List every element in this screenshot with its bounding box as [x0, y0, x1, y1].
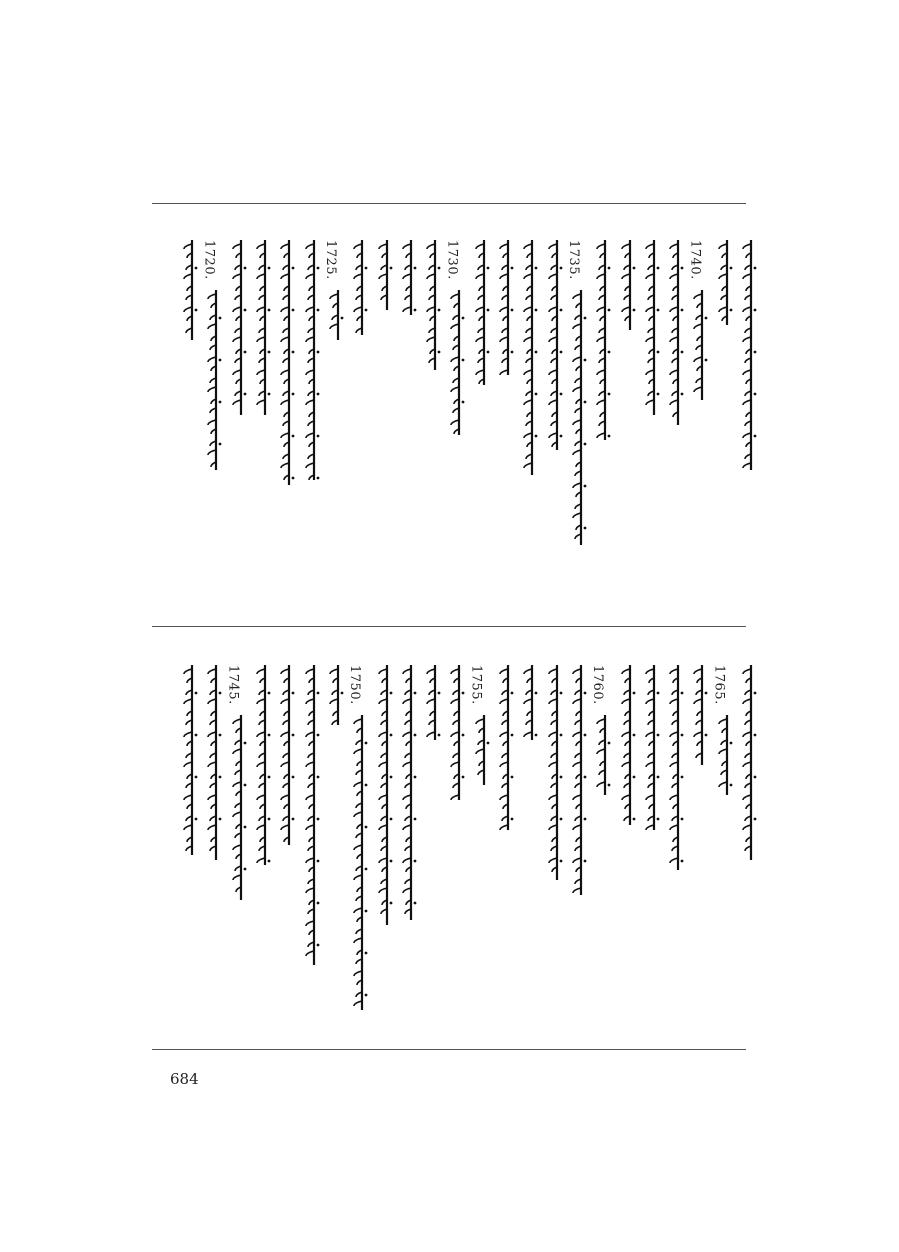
mongolian-script-line	[716, 715, 734, 795]
mongolian-script-line	[473, 240, 491, 385]
top-rule	[152, 203, 746, 204]
lower-verse-block	[0, 665, 899, 995]
mongolian-script-line	[667, 240, 685, 425]
mongolian-script-line	[570, 665, 588, 895]
mongolian-script-line	[254, 240, 272, 415]
mongolian-script-line	[400, 665, 418, 920]
mongolian-script-line	[521, 665, 539, 740]
mongolian-script-line	[424, 665, 442, 740]
mongolian-script-line	[740, 665, 758, 860]
line-number: 1725.	[322, 240, 338, 280]
mongolian-script-line	[740, 240, 758, 470]
mongolian-script-line	[546, 665, 564, 880]
mongolian-script-line	[303, 240, 321, 480]
line-number: 1740.	[687, 240, 703, 280]
mongolian-script-line	[278, 665, 296, 845]
mongolian-script-line	[691, 665, 709, 765]
mongolian-script-line	[521, 240, 539, 475]
mongolian-script-line	[181, 665, 199, 855]
page-number: 684	[170, 1070, 199, 1088]
mongolian-script-line	[619, 240, 637, 330]
mongolian-script-line	[448, 290, 466, 435]
mongolian-script-line	[376, 665, 394, 925]
mongolian-script-line	[327, 665, 345, 725]
middle-rule	[152, 626, 746, 627]
mongolian-script-line	[594, 715, 612, 795]
mongolian-script-line	[546, 240, 564, 450]
mongolian-script-line	[278, 240, 296, 485]
mongolian-script-line	[327, 290, 345, 340]
line-number: 1755.	[468, 665, 484, 705]
line-number: 1760.	[590, 665, 606, 705]
mongolian-script-line	[254, 665, 272, 865]
mongolian-script-line	[205, 665, 223, 860]
mongolian-script-line	[619, 665, 637, 825]
line-number: 1735.	[565, 240, 581, 280]
mongolian-script-line	[643, 665, 661, 830]
bottom-rule	[152, 1049, 746, 1050]
mongolian-script-line	[643, 240, 661, 415]
mongolian-script-line	[205, 290, 223, 470]
mongolian-script-line	[570, 290, 588, 545]
upper-verse-block	[0, 240, 899, 540]
line-number: 1745.	[225, 665, 241, 705]
mongolian-script-line	[424, 240, 442, 370]
mongolian-script-line	[303, 665, 321, 965]
mongolian-script-line	[376, 240, 394, 310]
mongolian-script-line	[473, 715, 491, 785]
line-number: 1720.	[201, 240, 217, 280]
mongolian-script-line	[230, 715, 248, 900]
line-number: 1750.	[347, 665, 363, 705]
line-number: 1730.	[444, 240, 460, 280]
mongolian-script-line	[448, 665, 466, 800]
mongolian-script-line	[181, 240, 199, 340]
mongolian-script-line	[497, 665, 515, 830]
mongolian-script-line	[497, 240, 515, 375]
mongolian-script-line	[351, 240, 369, 335]
mongolian-script-line	[716, 240, 734, 325]
mongolian-script-line	[351, 715, 369, 1010]
mongolian-script-line	[667, 665, 685, 870]
mongolian-script-line	[230, 240, 248, 415]
mongolian-script-line	[594, 240, 612, 440]
mongolian-script-line	[691, 290, 709, 400]
line-number: 1765.	[711, 665, 727, 705]
mongolian-script-line	[400, 240, 418, 315]
